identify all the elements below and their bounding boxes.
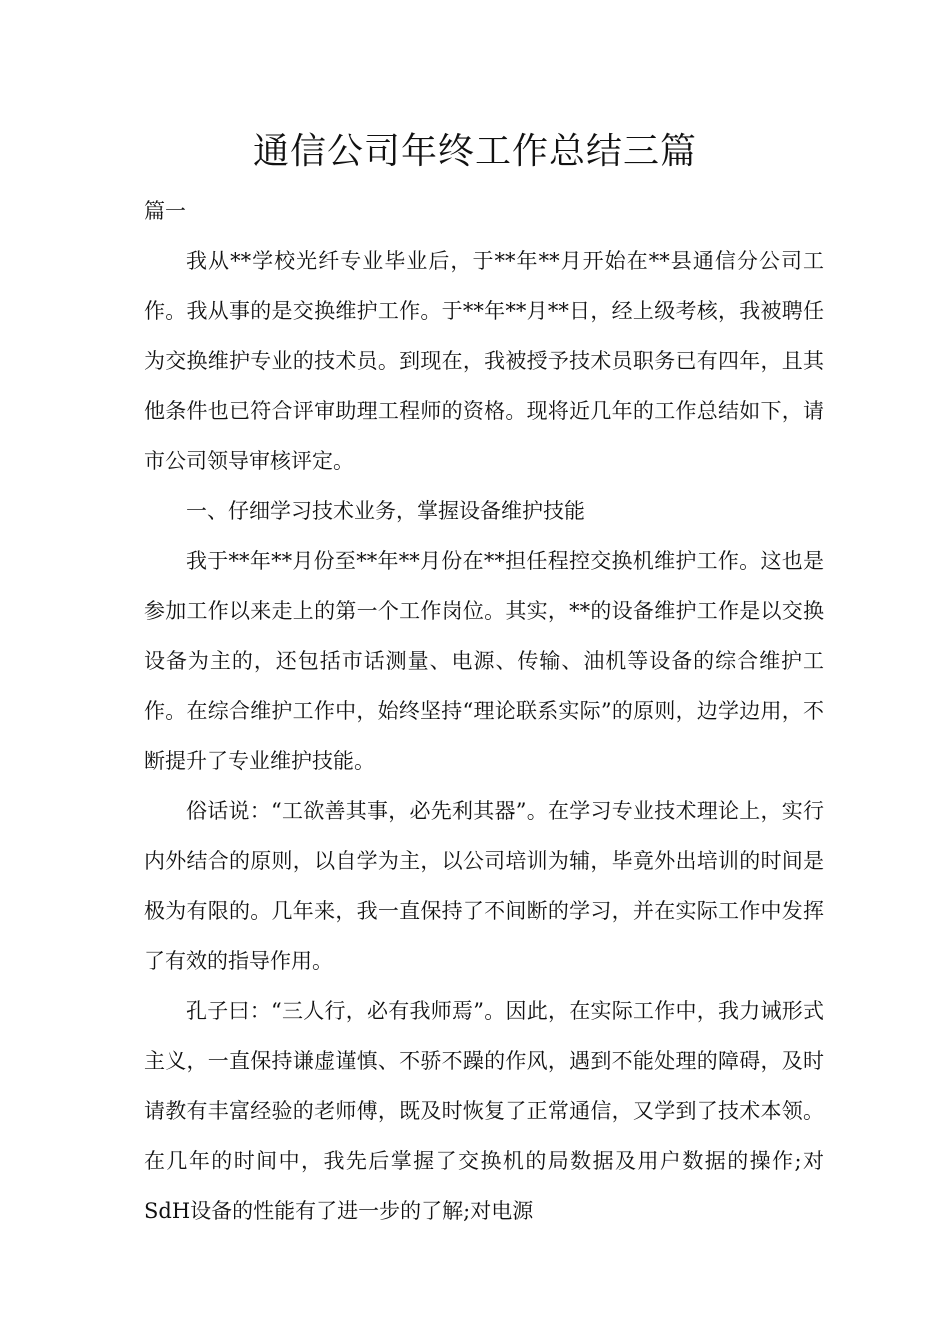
paragraph-proverb: 俗话说：“工欲善其事，必先利其器”。在学习专业技术理论上，实行内外结合的原则，以自学为主，以公司培训为辅，毕竟外出培训的时间是极为有限的。几年来，我一直保持了不间断的学习，并在实际工作中发挥了有效的指导作用。 [144, 799, 824, 973]
paragraph-heading-1: 一、仔细学习技术业务，掌握设备维护技能 [186, 499, 585, 523]
paragraph-confucius: 孔子曰：“三人行，必有我师焉”。因此，在实际工作中，我力诫形式主义，一直保持谦虚谨慎、不骄不躁的作风，遇到不能处理的障碍，及时请教有丰富经验的老师傅，既及时恢复了正常通信，又学到了技术本领。在几年的时间中，我先后掌握了交换机的局数据及用户数据的操作;对SdH设备的性能有了进一步的了解;对电源 [144, 999, 824, 1223]
section-label: 篇一 [144, 199, 186, 223]
document-body [144, 186, 824, 1236]
document-title: 通信公司年终工作总结三篇 [252, 131, 697, 172]
paragraph-maintenance: 我于**年**月份至**年**月份在**担任程控交换机维护工作。这也是参加工作以来走上的第一个工作岗位。其实，**的设备维护工作是以交换设备为主的，还包括市话测量、电源、传输、油机等设备的综合维护工作。在综合维护工作中，始终坚持“理论联系实际”的原则，边学边用，不断提升了专业维护技能。 [144, 549, 824, 773]
paragraph-intro: 我从**学校光纤专业毕业后，于**年**月开始在**县通信分公司工作。我从事的是交换维护工作。于**年**月**日，经上级考核，我被聘任为交换维护专业的技术员。到现在，我被授予技术员职务已有四年，且其他条件也已符合评审助理工程师的资格。现将近几年的工作总结如下，请市公司领导审核评定。 [144, 249, 824, 473]
